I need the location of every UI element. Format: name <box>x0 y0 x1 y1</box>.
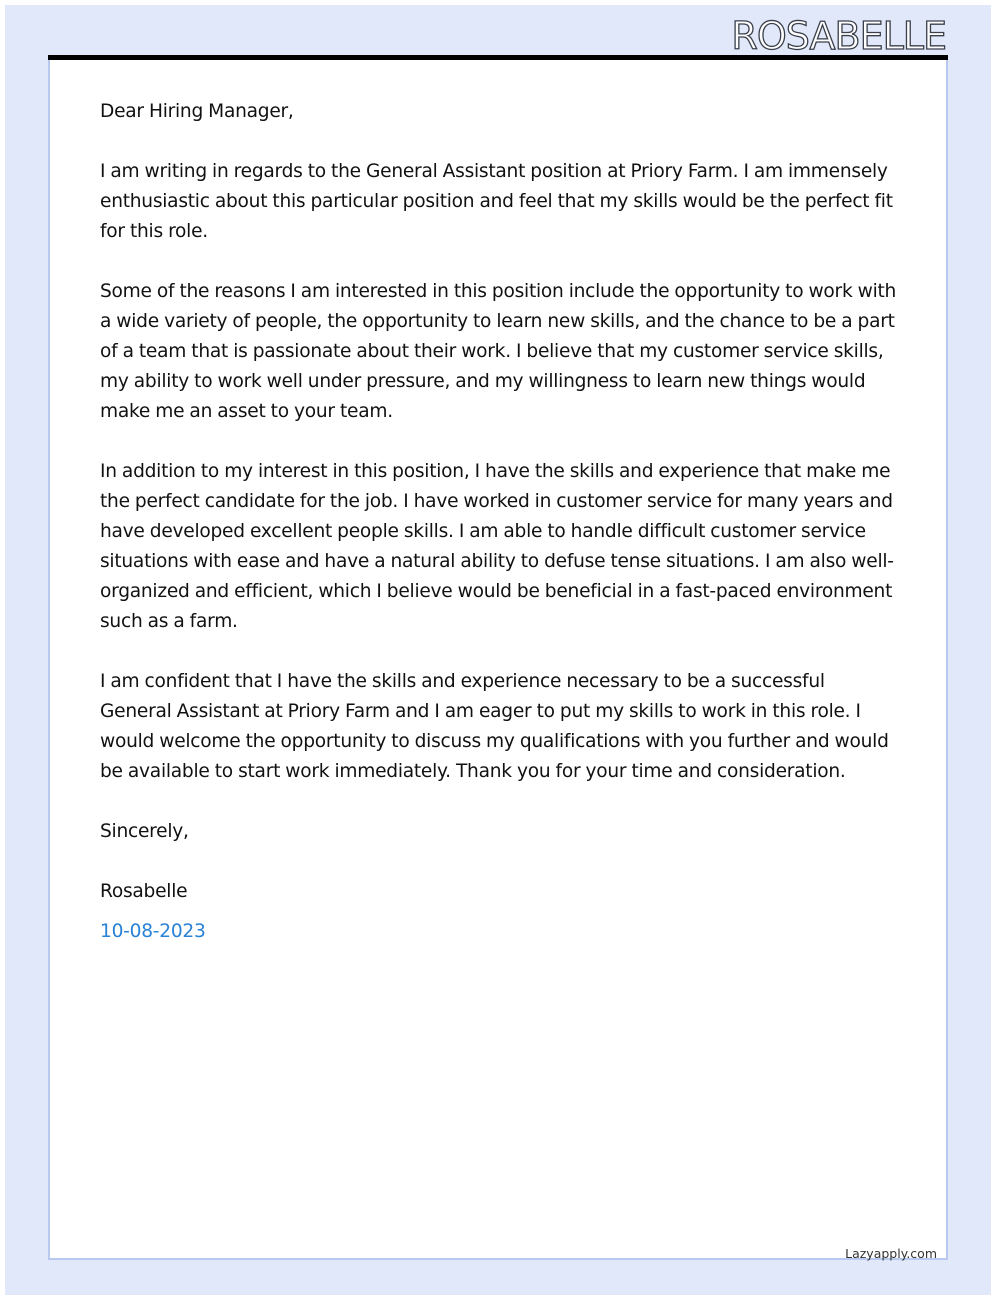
salutation: Dear Hiring Manager, <box>100 101 294 122</box>
footer-watermark: Lazyapply.com <box>845 1246 937 1261</box>
paragraph-1: I am writing in regards to the General Assistant position at Priory Farm. I am immensely enthusiastic about this particular position and feel that my skills would be the perfect fit for this role. <box>100 161 893 242</box>
paragraph-3: In addition to my interest in this position, I have the skills and experience that make me the perfect candidate for the job. I have worked in customer service for many years and have developed excellent people skills. I am able to handle difficult customer service situations with ease and have a natural ability to defuse tense situations. I am also well-organized and efficient, which I believe would be beneficial in a fast-paced environment such as a farm. <box>100 461 894 632</box>
paragraph-2: Some of the reasons I am interested in this position include the opportunity to work with a wide variety of people, the opportunity to learn new skills, and the chance to be a part of a team that is passionate about their work. I believe that my customer service skills, my ability to work well under pressure, and my willingness to learn new things would make me an asset to your team. <box>100 281 897 422</box>
letter-body <box>100 97 900 947</box>
letter-date: 10-08-2023 <box>100 921 206 942</box>
signature: Rosabelle <box>100 881 188 902</box>
header-name: ROSABELLE <box>731 14 946 58</box>
paragraph-4: I am confident that I have the skills and experience necessary to be a successful General Assistant at Priory Farm and I am eager to put my skills to work in this role. I would welcome the opportunity to discuss my qualifications with you further and would be available to start work immediately. Thank you for your time and consideration. <box>100 671 889 782</box>
closing: Sincerely, <box>100 821 189 842</box>
